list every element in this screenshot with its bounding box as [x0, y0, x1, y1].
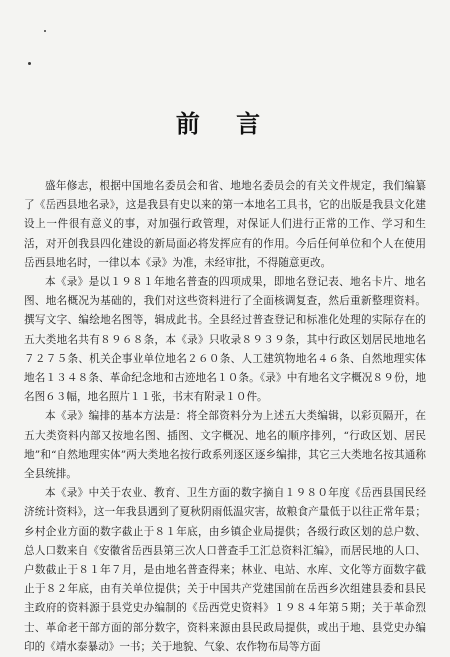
paragraph-3: 本《录》编排的基本方法是：将全部资料分为上述五大类编辑，以彩页隔开，在五大类资料内部又按地名图、插图、文字概况、地名的顺序排列，“行政区划、居民地”和“自然地理实体”两大类地名按行政系列逐区逐乡编排，其它三大类地名按其通称全县统排。 [24, 410, 426, 481]
document-body [24, 177, 426, 657]
paragraph-4: 本《录》中关于农业、教育、卫生方面的数字摘自１９８０年度《岳西县国民经济统计资料》，这一年我县遇到了夏秋阴雨低温灾害，故粮食产量低于以往正常年景；乡村企业方面的数字截止于８１年底，由乡镇企业局提供；各级行政区划的总户数、总人口数来自《安徽省岳西县第三次人口普查手工汇总资料汇编》，而居民地的人口、户数截止于８１年７月，是由地名普查得来；林业、电站、水库、文化等方面数字截止于８２年底，由有关单位提供；关于中国共产党建国前在岳西乡次组建县委和县民主政府的资料源于县党史办编制的《岳西党史资料》１９８４年第５期；关于革命烈士、革命老干部方面的部分数字，资料来源由县民政局提供，或出于地、县党史办编印的《靖水泰暴动》一书；关于地貌、气象、农作物布局等方面 [24, 487, 426, 653]
scan-speck [44, 30, 46, 32]
paragraph-2: 本《录》是以１９８１年地名普查的四项成果，即地名登记表、地名卡片、地名图、地名概况为基础的，我们对这些资料进行了全面核调复查，然后重新整理资料。撰写文字、编绘地名图等，辑成此书。全县经过普查登记和标准化处理的实际存在的五大类地名共有８９６８条，本《录》只收录８９３９条，其中行政区划居民地地名７２７５条、机关企事业单位地名２６０条、人工建筑物地名４６条、自然地理实体地名１３４８条、革命纪念地和古迹地名１０条。《录》中有地名文字概况８９份，地名图６３幅，地名照片１１张，书末有附录１０件。 [24, 276, 426, 404]
page-title: 前 言 [175, 110, 275, 138]
scan-speck [28, 62, 31, 65]
paragraph-1: 盛年修志，根据中国地名委员会和省、地地名委员会的有关文件规定，我们编纂了《岳西县地名录》，这是我县有史以来的第一本地名工具书，它的出版是我县文化建设上一件很有意义的事，对加强行政管理，对保证人们进行正常的工作、学习和生活，对开创我县四化建设的新局面必将发挥应有的作用。今后任何单位和个人在使用岳西县地名时，一律以本《录》为准，未经审批，不得随意更改。 [24, 180, 426, 269]
